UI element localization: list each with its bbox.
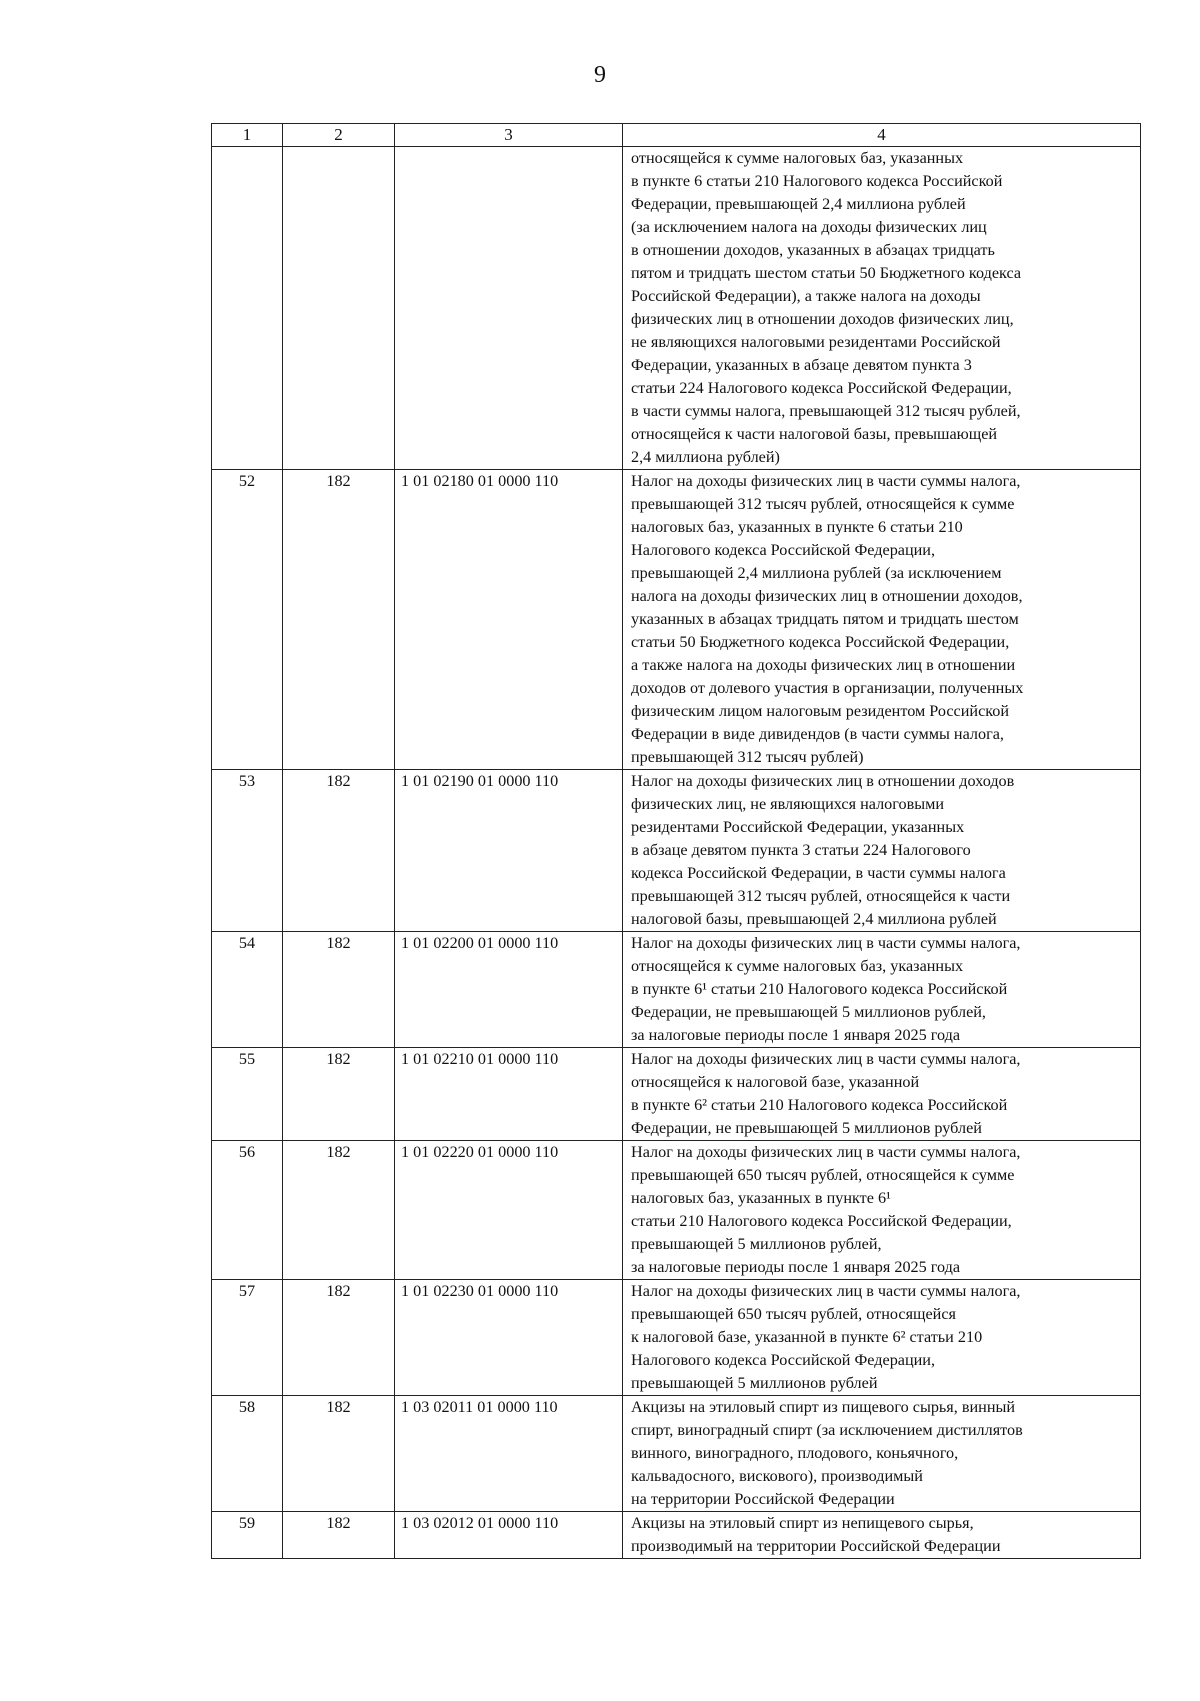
table-row [212,470,1141,770]
description-line: указанных в абзацах тридцать пятом и тридцать шестом [631,610,1019,628]
description-line: налоговой базы, превышающей 2,4 миллиона рублей [631,910,997,928]
table-row [212,1280,1141,1396]
description-line: налоговых баз, указанных в пункте 6¹ [631,1189,891,1207]
description-line: в пункте 6² статьи 210 Налогового кодекса Российской [631,1096,1008,1114]
description-line: Налог на доходы физических лиц в части суммы налога, [631,472,1021,490]
header-col-2: 2 [283,124,395,147]
description-line: статьи 50 Бюджетного кодекса Российской Федерации, [631,633,1010,651]
page-number: 9 [594,62,606,88]
administrator-code: 182 [283,770,395,932]
description-line: к налоговой базе, указанной в пункте 6² статьи 210 [631,1328,983,1346]
row-number: 59 [212,1512,283,1559]
description-line: в части суммы налога, превышающей 312 тысяч рублей, [631,402,1021,420]
description-line: Акцизы на этиловый спирт из пищевого сырья, винный [631,1398,1016,1416]
description-line: Федерации, указанных в абзаце девятом пункта 3 [631,356,972,374]
description-line: Федерации в виде дивидендов (в части суммы налога, [631,725,1004,743]
table-row [212,1396,1141,1512]
table-row [212,147,1141,470]
budget-classification-code: 1 03 02012 01 0000 110 [395,1512,623,1559]
description-line: относящейся к сумме налоговых баз, указанных [631,957,964,975]
description-line: Федерации, превышающей 2,4 миллиона рублей [631,195,966,213]
income-description [623,1512,1141,1559]
table-row [212,770,1141,932]
table-row [212,1512,1141,1559]
description-line: (за исключением налога на доходы физических лиц [631,218,987,236]
description-line: кодекса Российской Федерации, в части суммы налога [631,864,1006,882]
description-line: Федерации, не превышающей 5 миллионов рублей, [631,1003,986,1021]
description-line: за налоговые периоды после 1 января 2025 года [631,1026,961,1044]
header-col-3: 3 [395,124,623,147]
description-line: Налог на доходы физических лиц в части суммы налога, [631,1050,1021,1068]
table-row [212,1048,1141,1141]
budget-classification-code: 1 01 02190 01 0000 110 [395,770,623,932]
table-row [212,1141,1141,1280]
row-number: 57 [212,1280,283,1396]
administrator-code: 182 [283,932,395,1048]
description-line: Налог на доходы физических лиц в отношении доходов [631,772,1015,790]
table-row [212,932,1141,1048]
description-line: статьи 210 Налогового кодекса Российской Федерации, [631,1212,1012,1230]
income-description [623,1048,1141,1141]
budget-classification-code [395,147,623,470]
income-description [623,1396,1141,1512]
description-line: налоговых баз, указанных в пункте 6 статьи 210 [631,518,963,536]
description-line: кальвадосного, вискового), производимый [631,1467,923,1485]
description-line: Налог на доходы физических лиц в части суммы налога, [631,934,1021,952]
description-line: доходов от долевого участия в организации, полученных [631,679,1024,697]
description-line: физических лиц в отношении доходов физических лиц, [631,310,1014,328]
table-header-row [212,124,1141,147]
description-line: резидентами Российской Федерации, указанных [631,818,965,836]
administrator-code: 182 [283,1396,395,1512]
description-line: относящейся к сумме налоговых баз, указанных [631,149,964,167]
row-number: 58 [212,1396,283,1512]
row-number [212,147,283,470]
description-line: статьи 224 Налогового кодекса Российской Федерации, [631,379,1012,397]
administrator-code [283,147,395,470]
header-col-4: 4 [623,124,1141,147]
description-line: пятом и тридцать шестом статьи 50 Бюджетного кодекса [631,264,1022,282]
header-col-1: 1 [212,124,283,147]
row-number: 55 [212,1048,283,1141]
administrator-code: 182 [283,1512,395,1559]
description-line: спирт, виноградный спирт (за исключением дистиллятов [631,1421,1023,1439]
income-description [623,770,1141,932]
description-line: за налоговые периоды после 1 января 2025 года [631,1258,961,1276]
description-line: в пункте 6 статьи 210 Налогового кодекса Российской [631,172,1003,190]
row-number: 56 [212,1141,283,1280]
description-line: Налог на доходы физических лиц в части суммы налога, [631,1282,1021,1300]
description-line: 2,4 миллиона рублей) [631,448,780,466]
description-line: не являющихся налоговыми резидентами Российской [631,333,1001,351]
description-line: в отношении доходов, указанных в абзацах тридцать [631,241,995,259]
row-number: 52 [212,470,283,770]
description-line: физических лиц, не являющихся налоговыми [631,795,945,813]
description-line: Акцизы на этиловый спирт из непищевого сырья, [631,1514,974,1532]
income-description [623,1280,1141,1396]
description-line: винного, виноградного, плодового, коньячного, [631,1444,959,1462]
description-line: Федерации, не превышающей 5 миллионов рублей [631,1119,982,1137]
description-line: производимый на территории Российской Федерации [631,1537,1001,1555]
row-number: 54 [212,932,283,1048]
description-line: на территории Российской Федерации [631,1490,895,1508]
description-line: Налогового кодекса Российской Федерации, [631,1351,936,1369]
description-line: а также налога на доходы физических лиц в отношении [631,656,1016,674]
income-description [623,470,1141,770]
description-line: в пункте 6¹ статьи 210 Налогового кодекса Российской [631,980,1008,998]
description-line: относящейся к налоговой базе, указанной [631,1073,920,1091]
budget-classification-code: 1 01 02210 01 0000 110 [395,1048,623,1141]
description-line: относящейся к части налоговой базы, превышающей [631,425,998,443]
income-description [623,932,1141,1048]
description-line: в абзаце девятом пункта 3 статьи 224 Налогового [631,841,971,859]
budget-classification-code: 1 03 02011 01 0000 110 [395,1396,623,1512]
row-number: 53 [212,770,283,932]
budget-code-table [211,123,1141,1559]
description-line: превышающей 5 миллионов рублей, [631,1235,882,1253]
budget-classification-code: 1 01 02200 01 0000 110 [395,932,623,1048]
description-line: Налог на доходы физических лиц в части суммы налога, [631,1143,1021,1161]
description-line: превышающей 650 тысяч рублей, относящейся [631,1305,956,1323]
description-line: превышающей 312 тысяч рублей) [631,748,864,766]
administrator-code: 182 [283,1048,395,1141]
administrator-code: 182 [283,470,395,770]
description-line: превышающей 5 миллионов рублей [631,1374,878,1392]
budget-classification-code: 1 01 02220 01 0000 110 [395,1141,623,1280]
income-description [623,147,1141,470]
income-description [623,1141,1141,1280]
budget-classification-code: 1 01 02230 01 0000 110 [395,1280,623,1396]
description-line: превышающей 312 тысяч рублей, относящейся к части [631,887,1011,905]
description-line: превышающей 312 тысяч рублей, относящейся к сумме [631,495,1015,513]
description-line: Российской Федерации), а также налога на доходы [631,287,981,305]
description-line: Налогового кодекса Российской Федерации, [631,541,936,559]
description-line: налога на доходы физических лиц в отношении доходов, [631,587,1023,605]
description-line: физическим лицом налоговым резидентом Российской [631,702,1010,720]
administrator-code: 182 [283,1141,395,1280]
description-line: превышающей 650 тысяч рублей, относящейся к сумме [631,1166,1015,1184]
budget-classification-code: 1 01 02180 01 0000 110 [395,470,623,770]
description-line: превышающей 2,4 миллиона рублей (за исключением [631,564,1002,582]
administrator-code: 182 [283,1280,395,1396]
